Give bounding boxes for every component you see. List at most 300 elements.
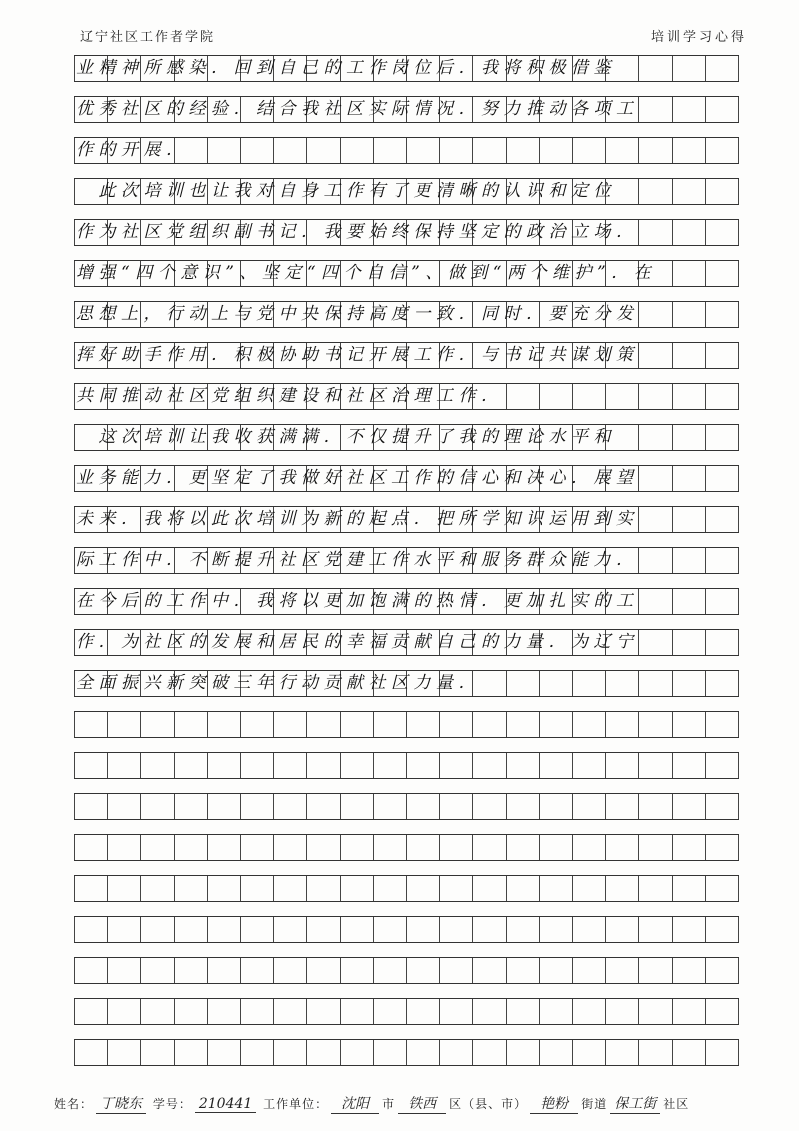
grid-cell [706, 752, 739, 778]
grid-line-bottom [74, 942, 739, 943]
grid-cell [673, 55, 706, 81]
grid-cell [639, 916, 672, 942]
grid-cell [573, 752, 606, 778]
grid-cell [341, 834, 374, 860]
grid-cell [639, 55, 672, 81]
grid-cell [141, 875, 174, 901]
grid-cell [407, 916, 440, 942]
grid-cell [307, 711, 340, 737]
text-line: 优秀社区的经验．结合我社区实际情况．努力推动各项工 [76, 99, 639, 119]
grid-cell [673, 424, 706, 450]
grid-cell [175, 793, 208, 819]
grid-cell [307, 916, 340, 942]
grid-cell [639, 178, 672, 204]
grid-cell [639, 670, 672, 696]
grid-cell [341, 793, 374, 819]
grid-cell [673, 957, 706, 983]
grid-cell [473, 752, 506, 778]
grid-line-bottom [74, 1024, 739, 1025]
grid-cell [606, 383, 639, 409]
grid-cell [639, 998, 672, 1024]
city-label: 市 [382, 1097, 396, 1111]
grid-line-top [74, 998, 739, 999]
grid-cell [507, 1039, 540, 1065]
grid-line-bottom [74, 532, 739, 533]
grid-cell [606, 670, 639, 696]
grid-cell [673, 342, 706, 368]
grid-cell [241, 916, 274, 942]
grid-line-top [74, 834, 739, 835]
grid-cell [706, 301, 739, 327]
grid-cell [639, 506, 672, 532]
grid-row [74, 957, 739, 983]
grid-line-bottom [74, 778, 739, 779]
grid-cell [473, 1039, 506, 1065]
grid-cell [639, 588, 672, 614]
grid-cell [374, 957, 407, 983]
grid-cell [673, 916, 706, 942]
grid-cell [241, 957, 274, 983]
grid-cell [639, 752, 672, 778]
grid-cell [241, 711, 274, 737]
grid-line-bottom [74, 245, 739, 246]
grid-cell [606, 916, 639, 942]
grid-cell [208, 137, 241, 163]
grid-cell [141, 916, 174, 942]
text-line: 际工作中．不断提升社区党建工作水平和服务群众能力． [76, 550, 639, 570]
grid-cell [440, 834, 473, 860]
grid-cell [540, 137, 573, 163]
grid-cell [108, 916, 141, 942]
grid-cell [307, 793, 340, 819]
grid-line-bottom [74, 286, 739, 287]
grid-cell [74, 998, 108, 1024]
grid-cell [374, 137, 407, 163]
grid-cell [175, 998, 208, 1024]
grid-cell [208, 957, 241, 983]
grid-line-bottom [74, 163, 739, 164]
grid-line-bottom [74, 122, 739, 123]
grid-cell [407, 875, 440, 901]
grid-cell [706, 96, 739, 122]
id-label: 学号： [152, 1097, 192, 1111]
grid-cell [507, 670, 540, 696]
grid-cell [673, 506, 706, 532]
grid-cell [74, 875, 108, 901]
grid-cell [673, 465, 706, 491]
grid-cell [706, 793, 739, 819]
grid-cell [473, 793, 506, 819]
grid-cell [307, 137, 340, 163]
grid-cell [307, 875, 340, 901]
district-label: 区（县、市） [449, 1097, 528, 1111]
grid-cell [507, 137, 540, 163]
grid-cell [706, 588, 739, 614]
grid-cell [341, 875, 374, 901]
grid-cell [473, 998, 506, 1024]
grid-cell [175, 1039, 208, 1065]
grid-cell [706, 711, 739, 737]
grid-cell [540, 957, 573, 983]
grid-cell [606, 834, 639, 860]
community-label: 社区 [663, 1097, 690, 1111]
grid-cell [307, 834, 340, 860]
grid-cell [274, 137, 307, 163]
grid-cell [706, 629, 739, 655]
grid-cell [606, 793, 639, 819]
grid-cell [473, 137, 506, 163]
grid-cell [307, 752, 340, 778]
grid-cell [407, 793, 440, 819]
grid-cell [673, 834, 706, 860]
grid-cell [141, 834, 174, 860]
grid-cell [706, 998, 739, 1024]
grid-cell [440, 916, 473, 942]
grid-cell [706, 957, 739, 983]
grid-row [74, 998, 739, 1024]
grid-cell [540, 752, 573, 778]
grid-cell [606, 752, 639, 778]
grid-cell [573, 711, 606, 737]
grid-cell [74, 752, 108, 778]
grid-cell [639, 875, 672, 901]
grid-cell [706, 834, 739, 860]
grid-cell [241, 875, 274, 901]
grid-cell [407, 1039, 440, 1065]
grid-cell [639, 137, 672, 163]
grid-cell [706, 55, 739, 81]
grid-cell [673, 998, 706, 1024]
grid-cell [141, 793, 174, 819]
grid-cell [706, 670, 739, 696]
grid-cell [639, 711, 672, 737]
grid-cell [108, 957, 141, 983]
grid-cell [673, 301, 706, 327]
text-line: 未来．我将以此次培训为新的起点．把所学知识运用到实 [76, 509, 639, 529]
grid-cell [208, 752, 241, 778]
grid-cell [507, 916, 540, 942]
grid-cell [540, 998, 573, 1024]
grid-cell [706, 465, 739, 491]
grid-row [74, 711, 739, 737]
grid-cell [374, 752, 407, 778]
grid-cell [341, 711, 374, 737]
text-line: 这次培训让我收获满满．不仅提升了我的理论水平和 [76, 427, 616, 447]
grid-line-bottom [74, 491, 739, 492]
grid-cell [141, 711, 174, 737]
grid-cell [639, 547, 672, 573]
grid-cell [341, 957, 374, 983]
grid-cell [706, 137, 739, 163]
grid-cell [507, 957, 540, 983]
grid-cell [606, 957, 639, 983]
grid-cell [241, 1039, 274, 1065]
grid-cell [473, 957, 506, 983]
grid-cell [540, 711, 573, 737]
grid-cell [606, 875, 639, 901]
grid-cell [241, 752, 274, 778]
grid-cell [407, 137, 440, 163]
grid-line-top [74, 752, 739, 753]
grid-cell [507, 383, 540, 409]
grid-line-top [74, 1039, 739, 1040]
grid-cell [440, 998, 473, 1024]
grid-cell [341, 137, 374, 163]
grid-line-bottom [74, 901, 739, 902]
grid-cell [208, 1039, 241, 1065]
grid-cell [307, 1039, 340, 1065]
text-line: 业精神所感染．回到自己的工作岗位后．我将积极借鉴 [76, 58, 616, 78]
grid-cell [407, 957, 440, 983]
grid-cell [706, 1039, 739, 1065]
grid-cell [374, 916, 407, 942]
grid-cell [274, 752, 307, 778]
grid-cell [208, 793, 241, 819]
grid-line-bottom [74, 737, 739, 738]
grid-cell [341, 1039, 374, 1065]
text-line: 作的开展． [76, 140, 189, 160]
writing-grid [74, 55, 739, 1075]
grid-cell [108, 1039, 141, 1065]
grid-cell [673, 547, 706, 573]
grid-cell [175, 875, 208, 901]
unit-label: 工作单位： [263, 1097, 329, 1111]
grid-line-bottom [74, 81, 739, 82]
grid-cell [141, 752, 174, 778]
grid-cell [74, 916, 108, 942]
grid-cell [473, 916, 506, 942]
grid-cell [108, 834, 141, 860]
grid-line-top [74, 793, 739, 794]
text-line: 业务能力．更坚定了我做好社区工作的信心和决心．展望 [76, 468, 639, 488]
grid-cell [274, 916, 307, 942]
grid-cell [573, 998, 606, 1024]
grid-line-bottom [74, 327, 739, 328]
grid-cell [706, 260, 739, 286]
grid-cell [606, 1039, 639, 1065]
grid-cell [706, 342, 739, 368]
grid-cell [141, 1039, 174, 1065]
grid-cell [673, 752, 706, 778]
text-line: 思想上，行动上与党中央保持高度一致．同时．要充分发 [76, 304, 639, 324]
grid-line-bottom [74, 614, 739, 615]
grid-cell [606, 998, 639, 1024]
grid-cell [208, 834, 241, 860]
text-line: 作．为社区的发展和居民的幸福贡献自己的力量．为辽宁 [76, 632, 639, 652]
grid-cell [639, 834, 672, 860]
grid-cell [108, 875, 141, 901]
grid-cell [673, 670, 706, 696]
footer-info [54, 1093, 794, 1114]
grid-cell [374, 793, 407, 819]
grid-cell [706, 383, 739, 409]
grid-cell [639, 1039, 672, 1065]
grid-line-bottom [74, 409, 739, 410]
grid-line-bottom [74, 655, 739, 656]
grid-cell [673, 588, 706, 614]
grid-cell [208, 875, 241, 901]
grid-row [74, 834, 739, 860]
grid-cell [175, 711, 208, 737]
grid-cell [440, 875, 473, 901]
grid-cell [175, 957, 208, 983]
grid-cell [507, 752, 540, 778]
grid-cell [341, 916, 374, 942]
grid-cell [639, 465, 672, 491]
grid-cell [639, 629, 672, 655]
grid-cell [274, 957, 307, 983]
grid-cell [639, 96, 672, 122]
grid-cell [108, 793, 141, 819]
grid-cell [673, 219, 706, 245]
text-line: 全面振兴新突破三年行动贡献社区力量． [76, 673, 481, 693]
grid-cell [573, 875, 606, 901]
grid-line-bottom [74, 819, 739, 820]
header-document-title: 培训学习心得 [650, 30, 747, 45]
name-label: 姓名： [54, 1097, 94, 1111]
community-value: 保工街 [610, 1093, 660, 1114]
grid-cell [673, 711, 706, 737]
grid-cell [639, 424, 672, 450]
grid-cell [374, 834, 407, 860]
grid-cell [374, 998, 407, 1024]
grid-cell [573, 670, 606, 696]
grid-cell [639, 219, 672, 245]
grid-cell [74, 834, 108, 860]
grid-cell [540, 875, 573, 901]
grid-line-bottom [74, 573, 739, 574]
grid-cell [706, 875, 739, 901]
grid-cell [673, 137, 706, 163]
grid-cell [440, 793, 473, 819]
grid-cell [507, 834, 540, 860]
grid-cell [241, 793, 274, 819]
header-school-name: 辽宁社区工作者学院 [80, 30, 216, 45]
grid-cell [141, 998, 174, 1024]
grid-cell [74, 793, 108, 819]
city-value: 沈阳 [331, 1093, 379, 1114]
grid-cell [673, 178, 706, 204]
text-line: 此次培训也让我对自身工作有了更清晰的认识和定位 [76, 181, 616, 201]
grid-cell [540, 834, 573, 860]
grid-cell [274, 834, 307, 860]
grid-line-bottom [74, 860, 739, 861]
grid-cell [573, 1039, 606, 1065]
grid-cell [540, 793, 573, 819]
grid-cell [507, 998, 540, 1024]
grid-cell [274, 998, 307, 1024]
grid-cell [74, 711, 108, 737]
grid-cell [639, 793, 672, 819]
grid-cell [573, 793, 606, 819]
grid-cell [673, 96, 706, 122]
grid-cell [108, 711, 141, 737]
street-label: 街道 [581, 1097, 608, 1111]
grid-row [74, 916, 739, 942]
grid-row [74, 875, 739, 901]
grid-cell [639, 342, 672, 368]
name-value: 丁晓东 [96, 1093, 146, 1114]
grid-cell [108, 752, 141, 778]
grid-cell [673, 875, 706, 901]
grid-line-top [74, 916, 739, 917]
grid-cell [673, 383, 706, 409]
grid-cell [473, 834, 506, 860]
grid-cell [473, 875, 506, 901]
grid-line-bottom [74, 696, 739, 697]
street-value: 艳粉 [530, 1093, 578, 1114]
grid-cell [241, 998, 274, 1024]
grid-cell [507, 793, 540, 819]
grid-cell [573, 137, 606, 163]
grid-cell [440, 957, 473, 983]
grid-cell [673, 629, 706, 655]
grid-cell [573, 834, 606, 860]
grid-cell [673, 1039, 706, 1065]
grid-cell [673, 260, 706, 286]
grid-line-bottom [74, 1065, 739, 1066]
grid-cell [407, 711, 440, 737]
grid-cell [108, 998, 141, 1024]
grid-cell [606, 137, 639, 163]
grid-cell [573, 383, 606, 409]
grid-cell [374, 1039, 407, 1065]
grid-cell [241, 137, 274, 163]
grid-cell [606, 711, 639, 737]
grid-cell [208, 711, 241, 737]
grid-cell [440, 752, 473, 778]
grid-cell [274, 875, 307, 901]
grid-cell [540, 1039, 573, 1065]
grid-cell [507, 875, 540, 901]
grid-cell [407, 834, 440, 860]
grid-line-top [74, 875, 739, 876]
grid-cell [639, 957, 672, 983]
text-line: 增强“四个意识”、坚定“四个自信”、做到“两个维护”．在 [76, 263, 657, 283]
district-value: 铁西 [398, 1093, 446, 1114]
grid-cell [274, 793, 307, 819]
grid-cell [639, 301, 672, 327]
grid-cell [706, 547, 739, 573]
grid-cell [706, 219, 739, 245]
grid-cell [374, 875, 407, 901]
grid-cell [175, 834, 208, 860]
grid-row [74, 1039, 739, 1065]
grid-cell [639, 383, 672, 409]
grid-cell [341, 752, 374, 778]
grid-cell [74, 957, 108, 983]
text-line: 在今后的工作中．我将以更加饱满的热情．更加扎实的工 [76, 591, 639, 611]
grid-cell [540, 670, 573, 696]
grid-row [74, 793, 739, 819]
grid-line-bottom [74, 368, 739, 369]
text-line: 共同推动社区党组织建设和社区治理工作． [76, 386, 504, 406]
grid-cell [407, 998, 440, 1024]
grid-line-top [74, 957, 739, 958]
text-line: 挥好助手作用．积极协助书记开展工作．与书记共谋划策 [76, 345, 639, 365]
grid-cell [706, 424, 739, 450]
grid-cell [706, 178, 739, 204]
grid-cell [540, 916, 573, 942]
grid-cell [507, 711, 540, 737]
grid-cell [673, 793, 706, 819]
grid-cell [208, 916, 241, 942]
grid-row [74, 752, 739, 778]
grid-cell [208, 998, 241, 1024]
grid-line-bottom [74, 983, 739, 984]
grid-line-bottom [74, 450, 739, 451]
grid-cell [374, 711, 407, 737]
